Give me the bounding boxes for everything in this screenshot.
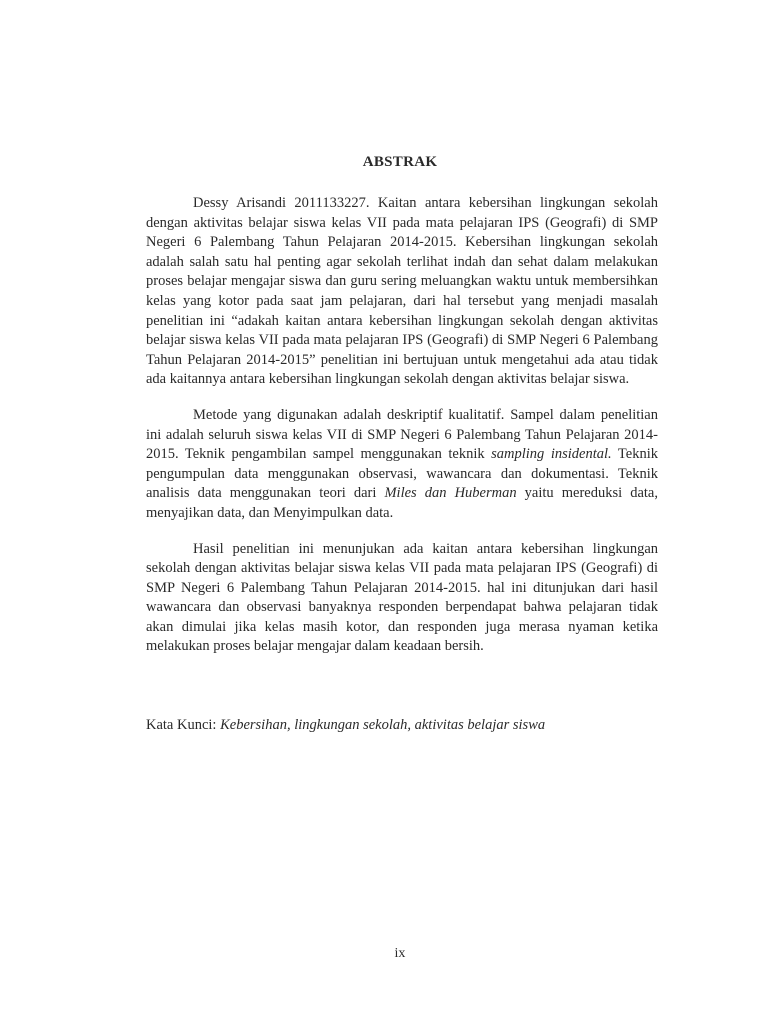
abstract-body xyxy=(146,194,658,673)
keywords-value: Kebersihan, lingkungan sekolah, aktivitas belajar siswa xyxy=(220,717,546,733)
abstract-paragraph-3 xyxy=(146,540,658,658)
paragraph-italic-text: sampling insidental. xyxy=(491,446,612,463)
page-title: ABSTRAK xyxy=(362,154,438,170)
paragraph-text: Hasil penelitian ini menunjukan ada kaitan antara kebersihan lingkungan sekolah dengan aktivitas belajar siswa kelas VII pada mata pelajaran IPS (Geografi) di SMP Negeri 6 Palembang Tahun Pelajaran 2014-2015. hal ini ditunjukan dari hasil wawancara dan observasi banyaknya responden berpendapat bahwa pelajaran tidak akan dimulai jika kelas masih kotor, dan responden juga merasa nyaman ketika melakukan proses belajar mengajar dalam keadaan bersih. xyxy=(146,540,658,655)
paragraph-italic-text: Miles dan Huberman xyxy=(384,485,517,502)
abstract-paragraph-2 xyxy=(146,406,658,524)
paragraph-text: Dessy Arisandi 2011133227. Kaitan antara kebersihan lingkungan sekolah dengan aktivitas belajar siswa kelas VII pada mata pelajaran IPS (Geografi) di SMP Negeri 6 Palembang Tahun Pelajaran 2014-2015. Kebersihan lingkungan sekolah adalah salah satu hal penting agar sekolah terlihat indah dan sehat dalam melakukan proses belajar mengajar siswa dan guru sering meluangkan waktu untuk membersihkan kelas yang kotor pada saat jam pelajaran, dari hal tersebut yang menjadi masalah penelitian ini “adakah kaitan antara kebersihan lingkungan sekolah dengan aktivitas belajar siswa kelas VII pada mata pelajaran IPS (Geografi) di SMP Negeri 6 Palembang Tahun Pelajaran 2014-2015” penelitian ini bertujuan untuk mengetahui ada atau tidak ada kaitannya antara kebersihan lingkungan sekolah dengan aktivitas belajar siswa. xyxy=(146,195,658,388)
keywords-line xyxy=(146,716,658,736)
keywords-label: Kata Kunci: xyxy=(146,717,221,733)
abstract-paragraph-1 xyxy=(146,194,658,390)
paragraph-text: Metode yang digunakan adalah deskriptif kualitatif. Sampel dalam penelitian ini adalah seluruh siswa kelas VII di SMP Negeri 6 Palembang Tahun Pelajaran 2014-2015. Teknik pengambilan sampel menggunakan teknik xyxy=(146,406,658,463)
page-number: ix xyxy=(394,946,406,961)
paragraph-text: yaitu mereduksi data, menyajikan data, dan Menyimpulkan data. xyxy=(146,485,658,521)
paragraph-text: Teknik pengumpulan data menggunakan observasi, wawancara dan dokumentasi. Teknik analisis data menggunakan teori dari xyxy=(146,446,658,502)
